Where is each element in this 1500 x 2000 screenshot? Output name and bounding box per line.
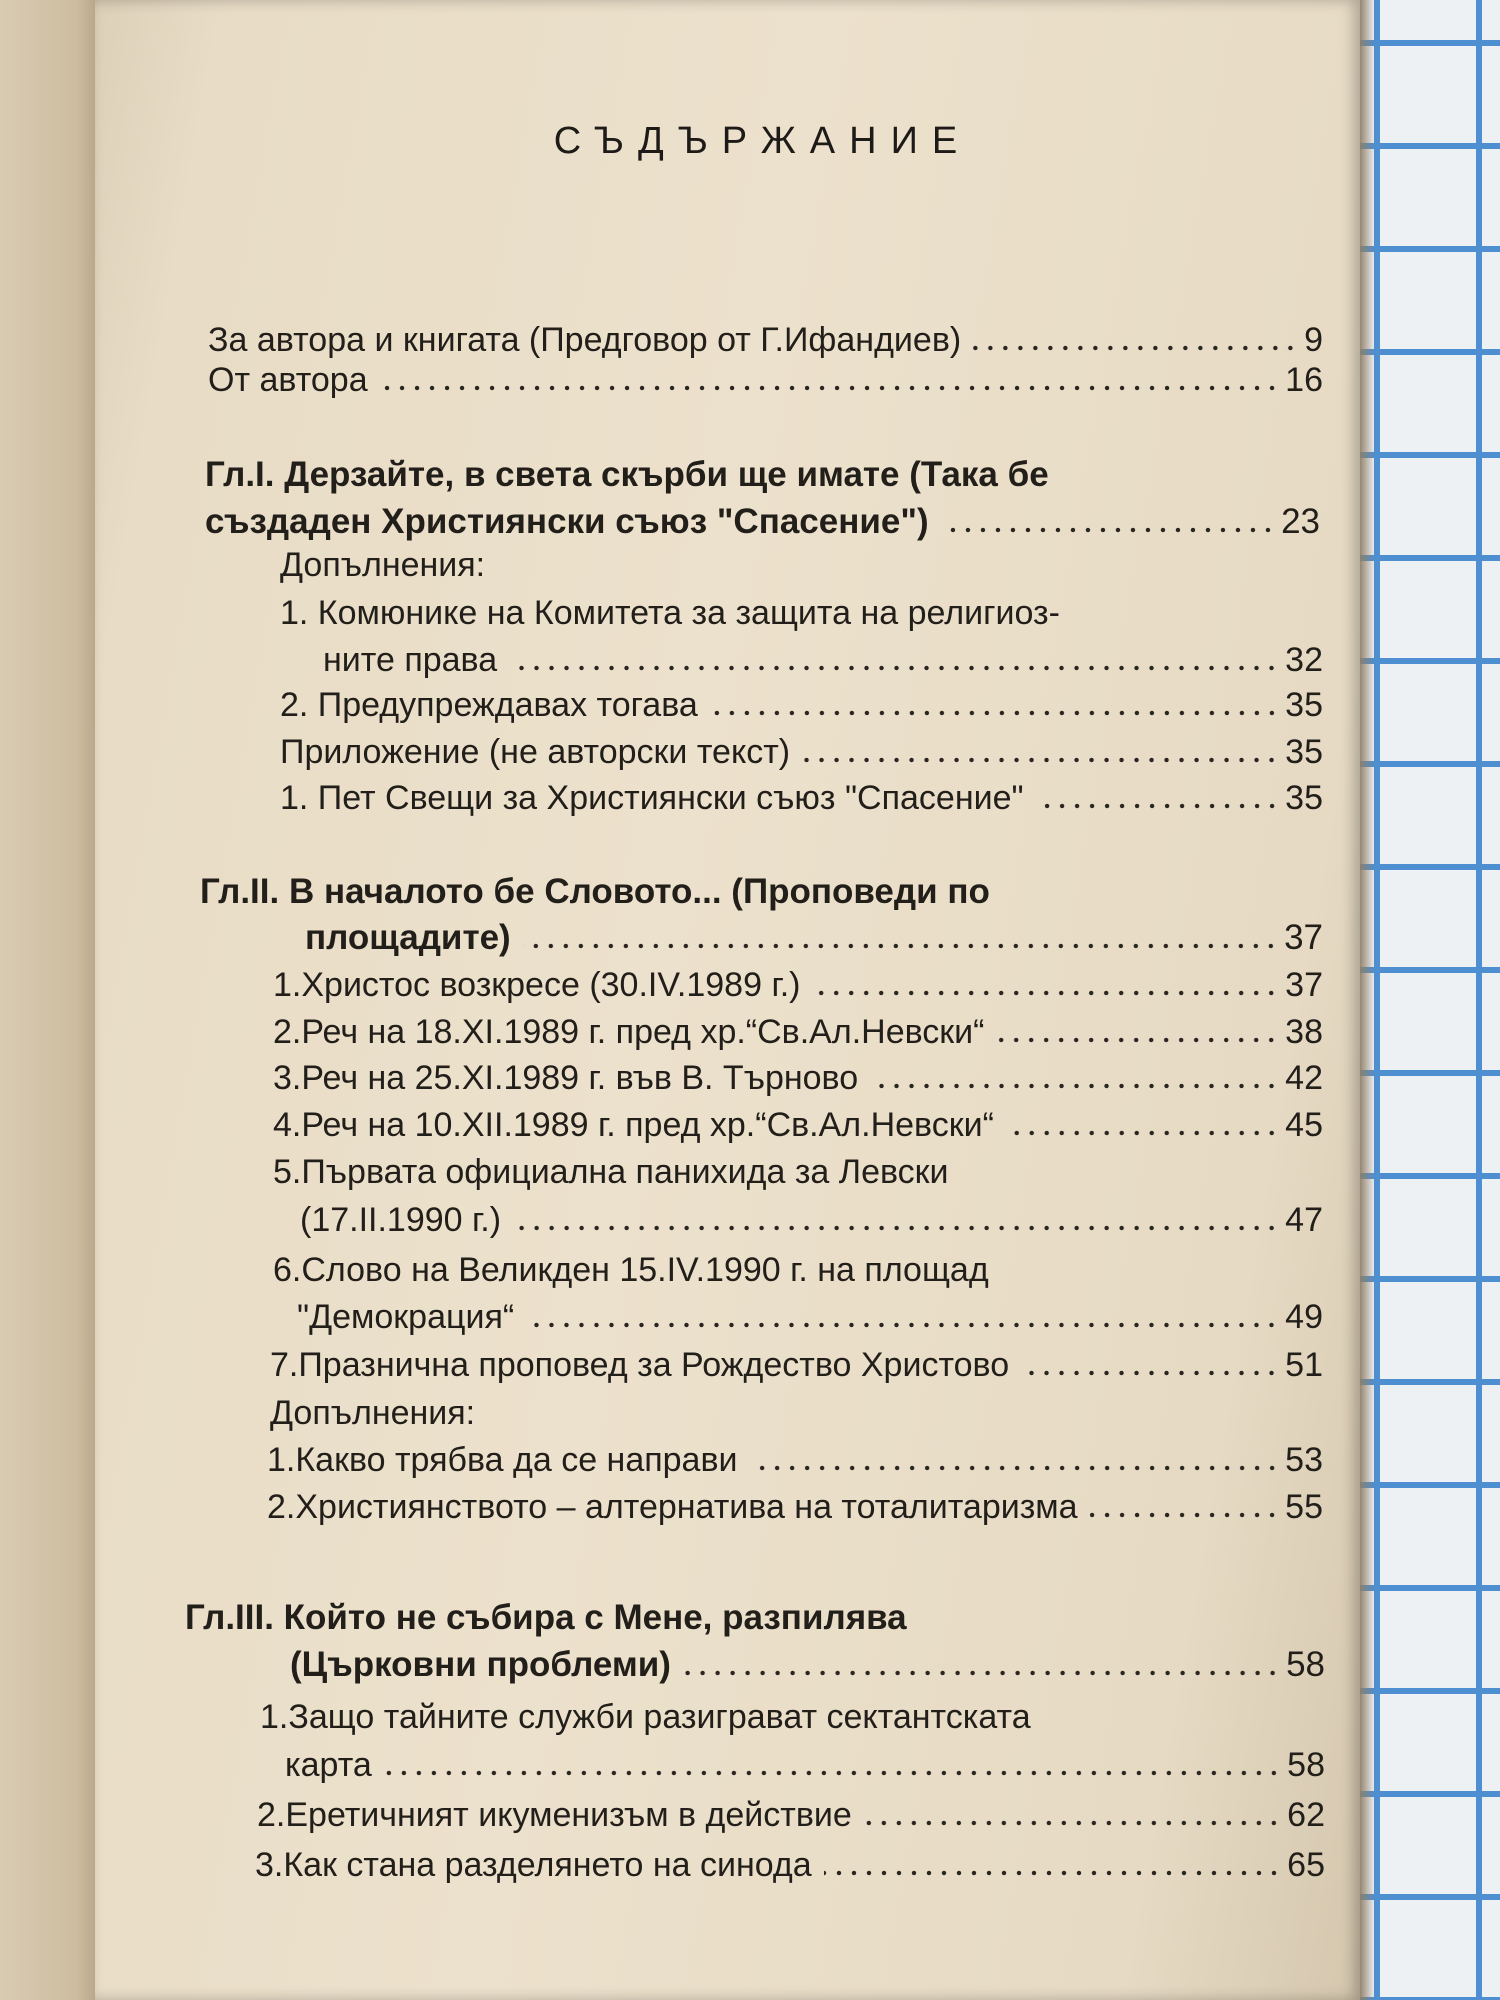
entry-page: 47 (1285, 1201, 1323, 1239)
toc-entry (255, 1845, 1325, 1885)
toc-entry (297, 1297, 1323, 1337)
entry-page: 37 (1285, 966, 1323, 1004)
entry-page: 9 (1304, 321, 1323, 359)
addenda-label: Допълнения: (280, 546, 486, 584)
entry-text: (Църковни проблеми) (290, 1645, 671, 1684)
entry-page: 45 (1285, 1106, 1323, 1144)
entry-text: От автора (208, 361, 368, 399)
entry-text: 4.Реч на 10.XII.1989 г. пред хр.“Св.Ал.Невски“ (273, 1106, 994, 1144)
entry-text: За автора и книгата (Предговор от Г.Ифандиев) (208, 321, 962, 359)
entry-text: 2.Християнството – алтернатива на тоталитаризма (267, 1488, 1078, 1526)
toc-entry (285, 1745, 1325, 1785)
entry-page: 49 (1285, 1298, 1323, 1336)
leader-dots (384, 1769, 1281, 1777)
toc-entry (280, 778, 1323, 818)
chapter-heading: Гл.III. Който не събира с Мене, разпилява (185, 1598, 907, 1637)
entry-text: "Демокрация“ (297, 1298, 515, 1336)
toc-entry (323, 640, 1323, 680)
toc-entry (208, 320, 1323, 360)
entry-text: (17.II.1990 г.) (300, 1201, 502, 1239)
toc-entry (290, 1645, 1325, 1685)
entry-text: площадите) (305, 918, 511, 957)
entry-text: 1. Комюнике на Комитета за защита на религиоз- (280, 594, 1060, 632)
entry-text: Приложение (не авторски текст) (280, 733, 791, 771)
toc-entries (95, 0, 1360, 2000)
entry-page: 32 (1285, 641, 1323, 679)
leader-dots (1090, 1511, 1280, 1519)
leader-dots (973, 344, 1298, 352)
entry-page: 38 (1285, 1013, 1323, 1051)
leader-dots (683, 1669, 1280, 1677)
leader-dots (802, 756, 1279, 764)
leader-dots (824, 1869, 1281, 1877)
entry-text: 2. Предупреждавах тогава (280, 686, 698, 724)
entry-page: 58 (1286, 1645, 1325, 1684)
toc-entry (208, 360, 1323, 400)
left-page-edge (0, 0, 110, 2000)
book-page (95, 0, 1360, 2000)
toc-entry (270, 1345, 1323, 1385)
toc-entry (257, 1795, 1325, 1835)
leader-dots (526, 1321, 1279, 1329)
entry-page: 35 (1285, 779, 1323, 817)
leader-dots (380, 384, 1280, 392)
entry-page: 42 (1285, 1059, 1323, 1097)
entry-page: 51 (1285, 1346, 1323, 1384)
entry-text: 1.Какво трябва да се направи (267, 1441, 738, 1479)
toc-entry (273, 1058, 1323, 1098)
entry-page: 23 (1281, 502, 1320, 541)
entry-text: 6.Слово на Великден 15.IV.1990 г. на площад (273, 1251, 989, 1289)
entry-page: 53 (1285, 1441, 1323, 1479)
addenda-label: Допълнения: (270, 1394, 476, 1432)
entry-text: 5.Първата официална панихида за Левски (273, 1153, 949, 1191)
leader-dots (870, 1082, 1279, 1090)
toc-entry (267, 1487, 1323, 1527)
toc-entry (205, 502, 1320, 542)
chapter-heading: Гл.II. В началото бе Словото... (Проповеди по (200, 872, 990, 911)
leader-dots (513, 1224, 1279, 1232)
toc-entry (273, 965, 1323, 1005)
leader-dots (864, 1819, 1281, 1827)
leader-dots (996, 1036, 1279, 1044)
toc-entry (280, 732, 1323, 772)
entry-text: карта (285, 1746, 372, 1784)
entry-page: 65 (1287, 1846, 1325, 1884)
entry-text: 1.Защо тайните служби разиграват сектантската (260, 1698, 1031, 1736)
entry-text: ните права (323, 641, 498, 679)
toc-entry (300, 1200, 1323, 1240)
entry-page: 62 (1287, 1796, 1325, 1834)
leader-dots (750, 1464, 1280, 1472)
leader-dots (1006, 1129, 1279, 1137)
entry-text: създаден Християнски съюз "Спасение") (205, 502, 929, 541)
leader-dots (523, 942, 1278, 950)
entry-page: 55 (1285, 1488, 1323, 1526)
leader-dots (509, 664, 1279, 672)
chapter-heading: Гл.I. Дерзайте, в света скърби ще имате (Така бе (205, 455, 1049, 494)
toc-title: СЪДЪРЖАНИЕ (553, 120, 972, 162)
leader-dots (812, 989, 1279, 997)
toc-entry (267, 1440, 1323, 1480)
entry-text: 7.Празнична проповед за Рождество Христово (270, 1346, 1010, 1384)
grid-paper-background (1360, 0, 1500, 2000)
toc-entry (305, 918, 1323, 958)
entry-page: 58 (1287, 1746, 1325, 1784)
entry-text: 3.Реч на 25.XI.1989 г. във В. Търново (273, 1059, 859, 1097)
entry-page: 37 (1284, 918, 1323, 957)
leader-dots (1036, 802, 1280, 810)
leader-dots (1021, 1369, 1279, 1377)
entry-text: 2.Еретичният икуменизъм в действие (257, 1796, 852, 1834)
toc-entry (280, 685, 1323, 725)
entry-page: 16 (1285, 361, 1323, 399)
entry-page: 35 (1285, 733, 1323, 771)
entry-page: 35 (1285, 686, 1323, 724)
entry-text: 3.Как стана разделянето на синода (255, 1846, 812, 1884)
entry-text: 2.Реч на 18.XI.1989 г. пред хр.“Св.Ал.Невски“ (273, 1013, 985, 1051)
leader-dots (941, 526, 1275, 534)
leader-dots (710, 709, 1279, 717)
entry-text: 1.Христос возкресе (30.IV.1989 г.) (273, 966, 801, 1004)
toc-entry (273, 1105, 1323, 1145)
entry-text: 1. Пет Свещи за Християнски съюз "Спасение" (280, 779, 1024, 817)
toc-entry (273, 1012, 1323, 1052)
